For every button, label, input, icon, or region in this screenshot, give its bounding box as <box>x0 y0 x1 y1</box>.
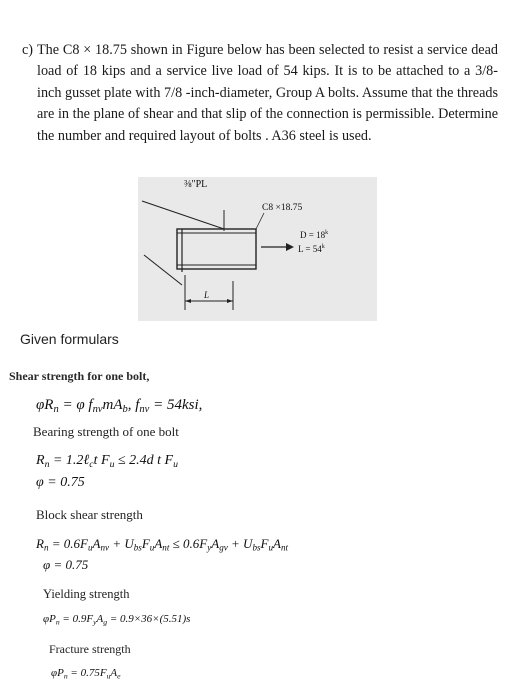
block-shear-heading: Block shear strength <box>36 507 143 522</box>
block-shear-phi: φ = 0.75 <box>43 557 89 572</box>
problem-text: The C8 × 18.75 shown in Figure below has been selected to resist a service dead load of 18 kips and a service live load of 54 kips. It is to be attached to a 3/8-inch gusset plate with 7/8 -inch-diameter, Group A bolts. Assume that the threads are in the plane of shear and that slip of the connection is permissible. Determine the number and required layout of bolts . A36 steel is used. <box>37 42 498 144</box>
yielding-equation: $\varphi P_n = 0.9F_yA_g = 0.9\times 36\times(5.51)s$ <box>43 613 191 627</box>
connection-figure <box>138 177 377 321</box>
dead-load-label: $D = 18^k$ <box>300 230 329 240</box>
yielding-heading: Yielding strength <box>43 587 130 601</box>
live-load-label: $L = 54^k$ <box>298 244 325 254</box>
section-label: C8 ×18.75 <box>262 203 303 213</box>
problem-label: c) <box>22 42 34 58</box>
connection-drawing <box>138 177 377 321</box>
block-shear-equation: $R_n = 0.6F_uA_{nv} + U_{bs}F_uA_{nt} \le 0.6F_yA_{gv} + U_{bs}F_uA_{nt}$ <box>36 536 289 553</box>
shear-equation: $\varphi R_n = \varphi$ $f_{nv}mA_b$, $f_{nv} = 54ksi$, <box>36 397 203 416</box>
bearing-heading: Bearing strength of one bolt <box>33 424 179 439</box>
bearing-phi: φ = 0.75 <box>36 475 85 490</box>
length-label: L <box>204 290 210 300</box>
fracture-equation: $\varphi P_n = 0.75F_uA_e$ <box>51 667 121 681</box>
fracture-heading: Fracture strength <box>49 642 131 656</box>
channel-member <box>177 229 256 269</box>
gusset-plate-edge-top <box>142 201 224 229</box>
load-arrowhead <box>286 243 294 251</box>
problem-statement <box>22 40 498 147</box>
plate-label: ⅜"PL <box>184 179 208 190</box>
shear-heading: Shear strength for one bolt, <box>9 369 150 383</box>
given-title: Given formulars <box>20 331 119 347</box>
bearing-equation: $R_n$ = 1.2ℓ$_c$t $F_u \le 2.4d$ t $F_u$ <box>36 453 178 470</box>
